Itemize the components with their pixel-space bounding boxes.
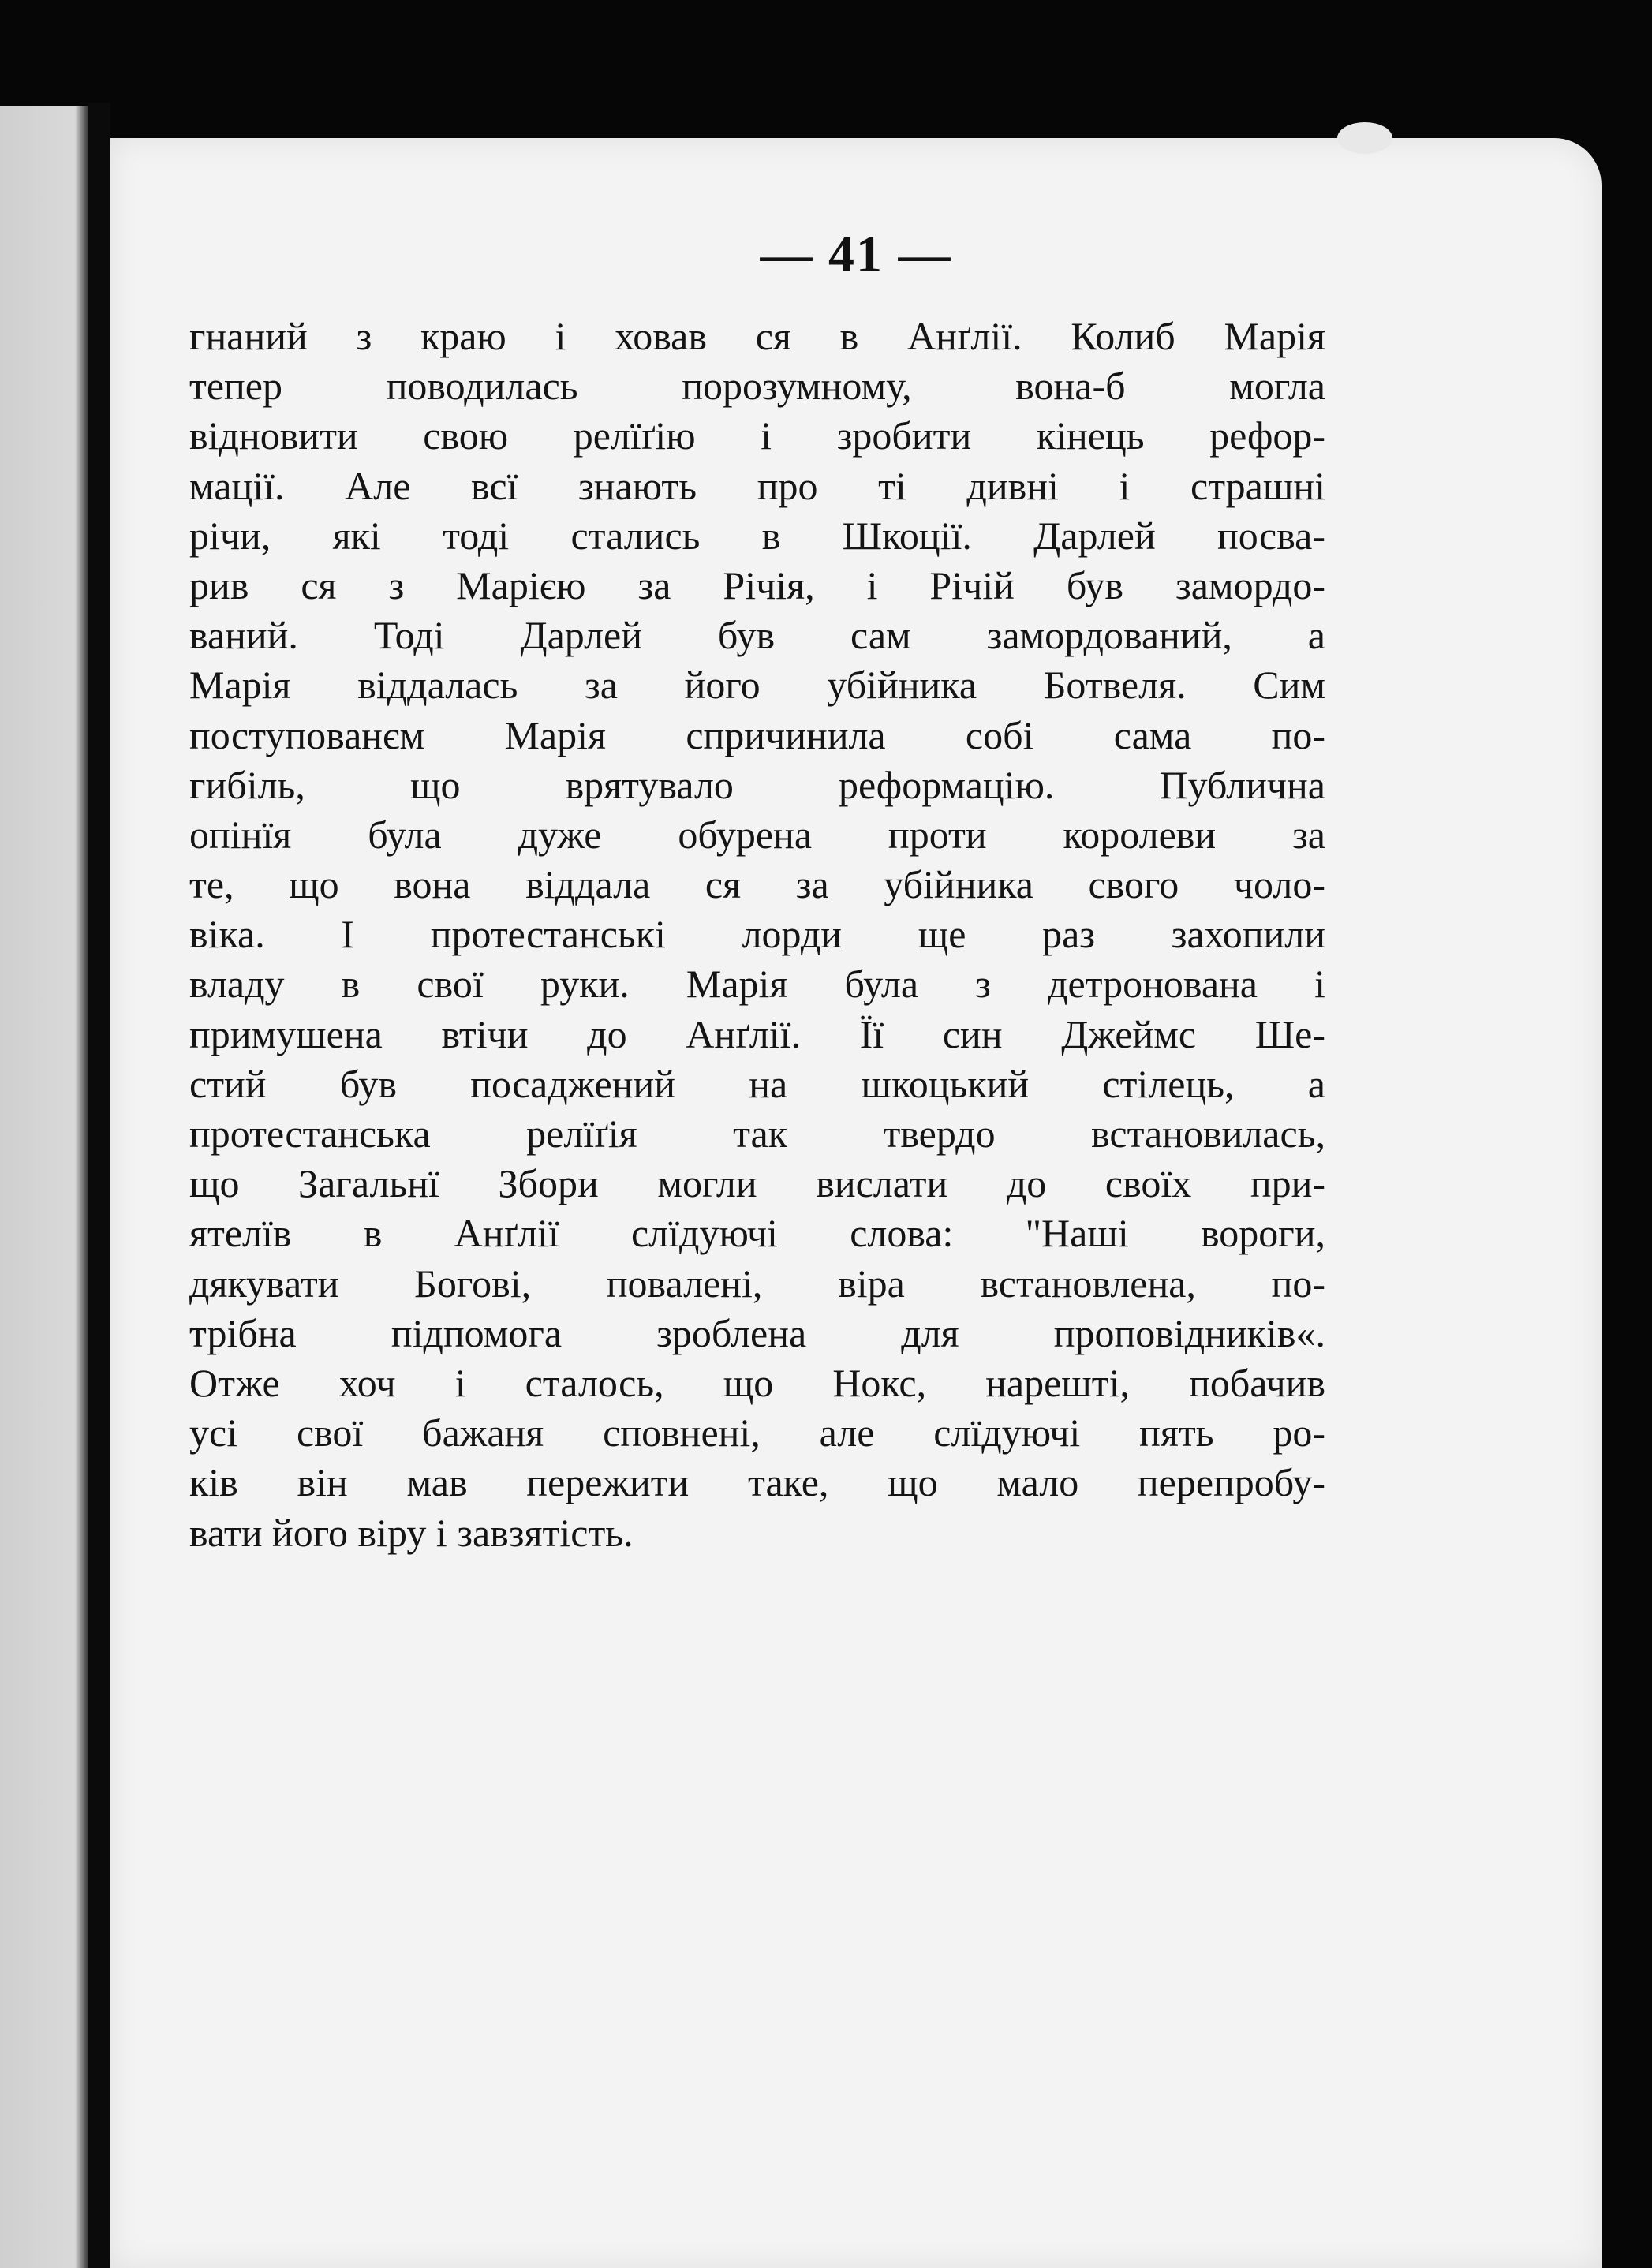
text-line: ків він мав пережити таке, що мало перепробу- <box>189 1460 1325 1505</box>
text-line: Отже хоч і сталось, що Нокс, нарешті, побачив <box>189 1360 1325 1405</box>
text-line: гибіль, що врятувало реформацію. Публична <box>189 762 1325 807</box>
text-line: усі свої бажаня сповнені, але слїдуючі пять ро- <box>189 1410 1325 1455</box>
text-line: відновити свою релїґію і зробити кінець рефор- <box>189 413 1325 458</box>
book-page <box>110 138 1602 2268</box>
text-line: стий був посаджений на шкоцький стілець, а <box>189 1061 1325 1106</box>
text-line: гнаний з краю і ховав ся в Анґлії. Колиб Марія <box>189 314 1325 358</box>
text-line: трібна підпомога зроблена для проповідників«. <box>189 1310 1325 1355</box>
text-line: вати його віру і завзятість. <box>189 1510 634 1555</box>
page-number: — 41 — <box>760 226 952 283</box>
text-line: владу в свої руки. Марія була з детронована і <box>189 962 1325 1007</box>
text-line: примушена втічи до Анґлії. Її син Джеймс Ше- <box>189 1011 1325 1056</box>
text-line: опінїя була дуже обурена проти королеви за <box>189 812 1325 857</box>
dust-speck <box>1337 122 1392 154</box>
text-line: ятелїв в Анґлії слїдуючі слова: "Наші вороги, <box>189 1211 1325 1256</box>
text-line: ваний. Тоді Дарлей був сам замордований, а <box>189 613 1325 658</box>
text-line: рив ся з Марією за Річія, і Річій був замордо- <box>189 562 1325 607</box>
book-gutter <box>88 103 110 2268</box>
left-page-edge <box>0 106 95 2268</box>
body-text <box>189 312 1325 1558</box>
text-line: Марія віддалась за його убійника Ботвеля. Сим <box>189 663 1325 708</box>
text-line: віка. І протестанські лорди ще раз захопили <box>189 912 1325 957</box>
text-line: тепер поводилась порозумному, вона-б могла <box>189 364 1325 409</box>
text-line: річи, які тоді стались в Шкоції. Дарлей посва- <box>189 513 1325 558</box>
text-line: мації. Але всї знають про ті дивні і страшні <box>189 463 1325 508</box>
text-line: дякувати Богові, повалені, віра встановлена, по- <box>189 1261 1325 1306</box>
text-line: поступованєм Марія спричинила собі сама по- <box>189 712 1325 757</box>
text-line: що Загальнї Збори могли вислати до своїх при- <box>189 1161 1325 1206</box>
text-line: те, що вона віддала ся за убійника свого чоло- <box>189 862 1325 907</box>
text-line: протестанська релїґія так твердо встановилась, <box>189 1112 1325 1156</box>
